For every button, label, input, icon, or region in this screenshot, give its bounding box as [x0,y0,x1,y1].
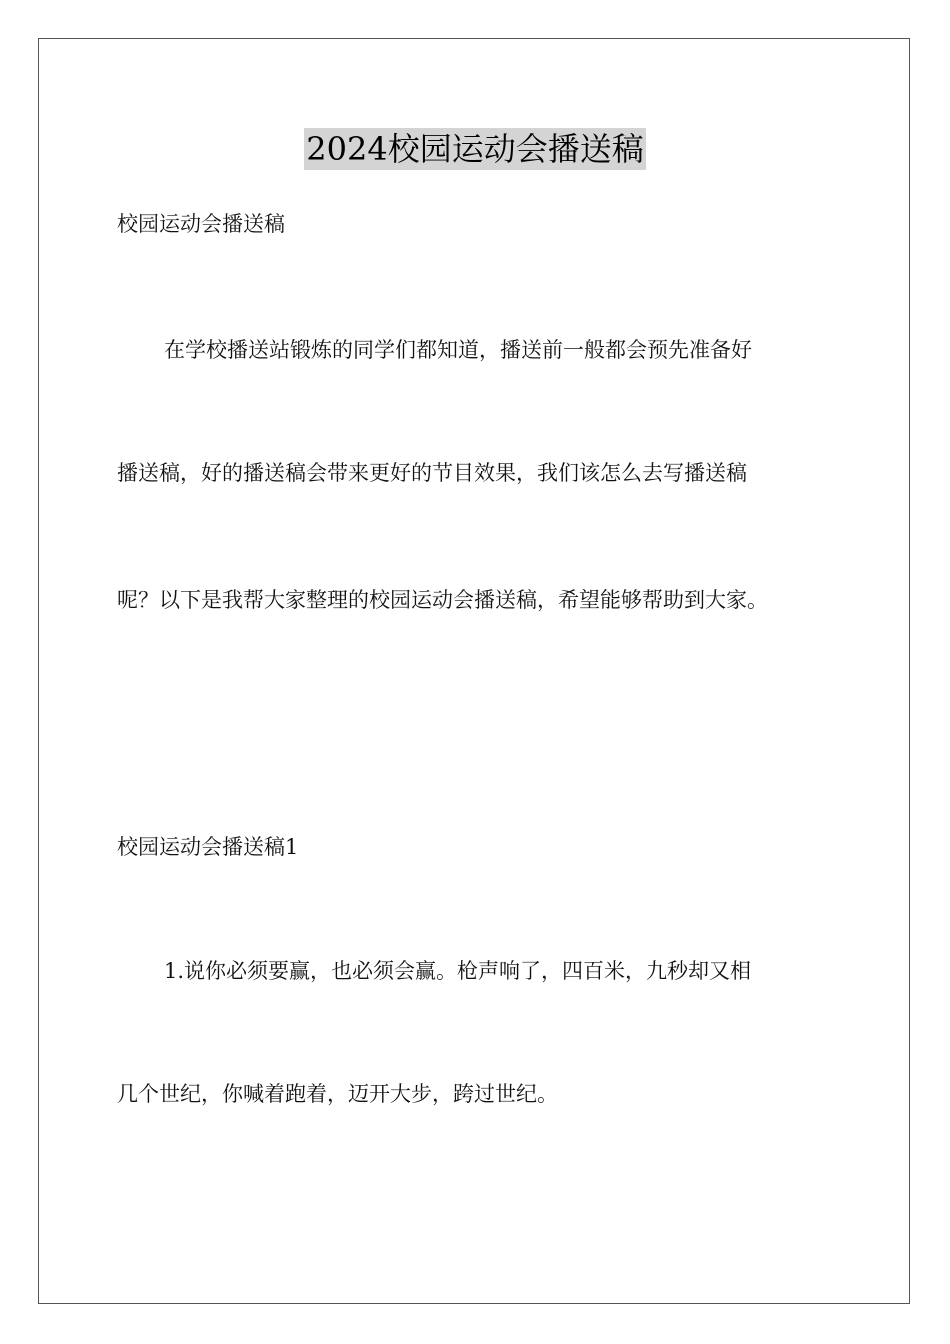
section-line-2: 几个世纪，你喊着跑着，迈开大步，跨过世纪。 [117,1082,558,1106]
intro-line-3: 呢？以下是我帮大家整理的校园运动会播送稿，希望能够帮助到大家。 [117,588,768,612]
document-subtitle: 校园运动会播送稿 [117,212,285,236]
section-heading: 校园运动会播送稿1 [117,835,299,859]
intro-line-1: 在学校播送站锻炼的同学们都知道，播送前一般都会预先准备好 [164,338,752,362]
title-container [0,128,950,170]
document-title: 2024校园运动会播送稿 [306,130,644,168]
intro-line-2: 播送稿，好的播送稿会带来更好的节目效果，我们该怎么去写播送稿 [117,461,747,485]
section-line-1: 1.说你必须要赢，也必须会赢。枪声响了，四百米，九秒却又相 [164,959,752,983]
